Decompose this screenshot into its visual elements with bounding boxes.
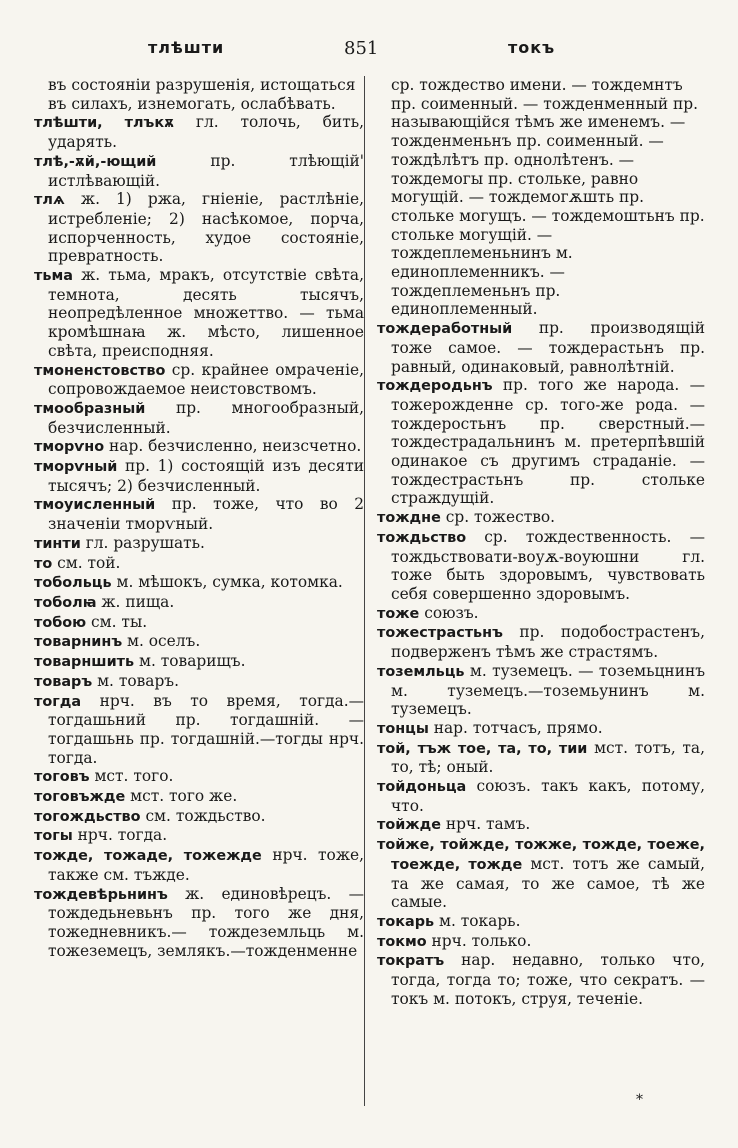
definition: ж. пища. bbox=[96, 592, 175, 611]
definition: м. товарищъ. bbox=[134, 652, 246, 671]
dictionary-entry bbox=[34, 632, 364, 652]
dictionary-entry bbox=[34, 361, 364, 399]
dictionary-entry bbox=[34, 807, 364, 827]
page-header bbox=[36, 38, 696, 64]
dictionary-entry bbox=[377, 835, 705, 912]
headword: тонцы bbox=[377, 720, 429, 737]
dictionary-entry bbox=[377, 951, 705, 1008]
definition: мст. тотъ, та, то, тѣ; оный. bbox=[391, 738, 705, 777]
dictionary-entry bbox=[377, 319, 705, 376]
definition: ср. тождественность. — тождьствовати-воуѫ-воуюшни гл. тоже быть здоровымъ, чувствовать себя совершенно здоровымъ. bbox=[391, 527, 705, 603]
definition: пр. многообразный, безчисленный. bbox=[48, 398, 364, 437]
dictionary-entry bbox=[34, 152, 364, 190]
dictionary-entry bbox=[34, 190, 364, 266]
headword: товаръ bbox=[34, 673, 93, 690]
dictionary-entry bbox=[34, 652, 364, 672]
column-divider bbox=[364, 76, 365, 1106]
definition: ж. 1) ржа, гніеніе, растлѣніе, истребленіе; 2) насѣкомое, порча, испорченность, худое состояніе, превратность. bbox=[48, 190, 364, 266]
dictionary-entry bbox=[377, 815, 705, 835]
dictionary-entry bbox=[34, 399, 364, 437]
headword: тократъ bbox=[377, 953, 445, 970]
dictionary-entry bbox=[34, 266, 364, 361]
headword: тогда bbox=[34, 693, 82, 710]
page-number: 851 bbox=[344, 38, 379, 59]
definition: союзъ. такъ какъ, потому, что. bbox=[391, 777, 705, 815]
headword: тогождьство bbox=[34, 808, 141, 825]
headword: тожестрастьнъ bbox=[377, 625, 503, 642]
definition: мст. тотъ же самый, та же самая, то же самое, тѣ же самые. bbox=[391, 854, 705, 912]
headword: тоговъжде bbox=[34, 789, 126, 806]
dictionary-entry bbox=[377, 508, 705, 528]
definition: союзъ. bbox=[419, 603, 479, 622]
definition: м. оселъ. bbox=[122, 632, 201, 651]
headword: тлѧ bbox=[34, 192, 65, 209]
definition: нар. тотчасъ, прямо. bbox=[428, 718, 603, 737]
headword: тлѣшти, тлъкѫ bbox=[34, 115, 174, 132]
dictionary-entry bbox=[34, 495, 364, 533]
definition: нрч. тамъ. bbox=[441, 815, 531, 834]
running-head-right: токъ bbox=[508, 38, 556, 57]
headword: тьма bbox=[34, 268, 73, 285]
headword: тоболꙗ bbox=[34, 594, 97, 611]
headword: товарншить bbox=[34, 654, 135, 671]
definition: ср. тожество. bbox=[440, 508, 556, 527]
left-column bbox=[34, 76, 364, 960]
headword: тожде, тожаде, тожежде bbox=[34, 848, 262, 865]
definition: мст. того. bbox=[89, 767, 174, 786]
headword: тойдоньца bbox=[377, 779, 467, 796]
dictionary-entry bbox=[34, 846, 364, 884]
definition: пр. тлѣющій' истлѣвающій. bbox=[48, 151, 364, 190]
definition: пр. производящій тоже самое. — тождерастьнъ пр. равный, одинаковый, равнолѣтній. bbox=[391, 319, 705, 376]
dictionary-entry bbox=[377, 777, 705, 815]
dictionary-entry bbox=[377, 912, 705, 932]
dictionary-entry bbox=[34, 672, 364, 692]
headword: тмоуисленный bbox=[34, 497, 156, 514]
dictionary-entry bbox=[377, 932, 705, 952]
entry-continuation: въ состояніи разрушенія, истощаться въ силахъ, изнемогать, ослабѣвать. bbox=[48, 76, 356, 113]
headword: то bbox=[34, 555, 53, 572]
definition: м. туземецъ. — тоземьцнинъ м. туземецъ.—тоземьунинъ м. туземецъ. bbox=[391, 661, 705, 719]
headword: токарь bbox=[377, 913, 435, 930]
definition: нрч. только. bbox=[426, 931, 532, 950]
headword: тморѵно bbox=[34, 439, 105, 456]
dictionary-entry bbox=[34, 613, 364, 633]
headword: тождне bbox=[377, 510, 441, 527]
headword: тмообразный bbox=[34, 400, 146, 417]
dictionary-entry bbox=[377, 376, 705, 508]
definition: ж. тьма, мракъ, отсутствіе свѣта, темнота, десять тысячъ, неопредѣленное множеттво. — тьма кромѣшнаꙗ ж. мѣсто, лишенное свѣта, преисподняя. bbox=[48, 266, 364, 360]
headword: тождеработный bbox=[377, 321, 513, 338]
definition: нар. недавно, только что, тогда, тогда то; тоже, что секратъ. — токъ м. потокъ, струя, теченіе. bbox=[391, 951, 705, 1008]
definition: пр. подобострастенъ, подверженъ тѣмъ же страстямъ. bbox=[391, 623, 705, 662]
dictionary-entry bbox=[34, 554, 364, 574]
headword: тобольць bbox=[34, 575, 112, 592]
definition: мст. того же. bbox=[125, 787, 238, 806]
headword: товарнинъ bbox=[34, 634, 123, 651]
headword: тождеродьнъ bbox=[377, 378, 493, 395]
dictionary-entry bbox=[34, 534, 364, 554]
dictionary-entry bbox=[34, 593, 364, 613]
definition: ср. крайнее омраченіе, сопровождаемое неистовствомъ. bbox=[48, 360, 364, 399]
headword: тинти bbox=[34, 535, 81, 552]
definition: гл. разрушать. bbox=[80, 533, 205, 552]
headword: тождевѣрьнинъ bbox=[34, 886, 168, 903]
definition: см. тождьство. bbox=[140, 806, 266, 825]
headword: тойже, тойжде, тожже, тожде, тоеже, тоежде, тожде bbox=[377, 837, 705, 873]
headword: той, тъж тое, та, то, тии bbox=[377, 740, 588, 757]
definition: нрч. тогда. bbox=[72, 826, 168, 845]
headword: тоже bbox=[377, 605, 420, 622]
definition: см. той. bbox=[52, 553, 121, 572]
headword: тоземльць bbox=[377, 663, 465, 680]
headword: тморѵный bbox=[34, 459, 118, 476]
definition: пр. того же народа. — тожерожденне ср. того-же рода. — тождеростьнъ пр. сверстный.—тождестрадальнинъ м. претерпѣвшій одинакое съ другимъ страданіе. — тождестрастьнъ пр. стольке страждущій. bbox=[391, 376, 705, 508]
headword: тобою bbox=[34, 614, 87, 631]
dictionary-entry bbox=[377, 623, 705, 661]
headword: тлѣ,-ѫй,-ющий bbox=[34, 153, 157, 170]
dictionary-entry bbox=[377, 719, 705, 739]
dictionary-entry bbox=[34, 457, 364, 495]
headword: токмо bbox=[377, 933, 427, 950]
entry-continuation: ср. тождество имени. — тождемнтъ пр. соименный. — тожденменный пр. называющійся тѣмъ же именемъ. — тожденменьнъ пр. соименный. — тождѣлѣтъ пр. однолѣтенъ. — тождемогы пр. стольке, равно могущій. — тождемогѫшть пр. стольке могущъ. — тождемоштьнъ пр. стольке могущій. — тождеплеменьнинъ м. единоплеменникъ. — тождеплеменьнъ пр. единоплеменный. bbox=[391, 76, 705, 319]
dictionary-entry bbox=[34, 787, 364, 807]
headword: тогы bbox=[34, 828, 73, 845]
dictionary-entry bbox=[34, 573, 364, 593]
right-column bbox=[377, 76, 705, 1008]
definition: нрч. тоже, также см. тъжде. bbox=[48, 846, 364, 884]
headword: тождьство bbox=[377, 529, 467, 546]
dictionary-entry bbox=[377, 528, 705, 604]
definition: см. ты. bbox=[86, 612, 148, 631]
definition: м. мѣшокъ, сумка, котомка. bbox=[111, 573, 343, 592]
definition: нрч. въ то время, тогда.—тогдашьний пр. тогдашній. — тогдашьнь пр. тогдашній.—тогды нрч. тогда. bbox=[48, 691, 364, 767]
dictionary-entry bbox=[34, 113, 364, 151]
running-head-left: тлѣшти bbox=[148, 38, 225, 57]
dictionary-entry bbox=[34, 885, 364, 961]
dictionary-entry bbox=[34, 437, 364, 457]
dictionary-entry bbox=[34, 767, 364, 787]
dictionary-entry bbox=[377, 662, 705, 719]
dictionary-entry bbox=[34, 692, 364, 768]
definition: м. токарь. bbox=[434, 911, 521, 930]
headword: тмоненстовство bbox=[34, 362, 166, 379]
definition: ж. единовѣрецъ. — тождедьневьнъ пр. того же дня, тожедневникъ.— тождеземльць м. тожеземецъ, землякъ.—тожденменне bbox=[48, 884, 364, 960]
definition: гл. толочь, бить, ударять. bbox=[48, 113, 364, 152]
footer-mark: * bbox=[636, 1092, 643, 1108]
definition: пр. тоже, что во 2 значеніи тморѵный. bbox=[48, 495, 364, 534]
headword: тоговъ bbox=[34, 769, 90, 786]
dictionary-entry bbox=[34, 826, 364, 846]
headword: тойжде bbox=[377, 817, 442, 834]
definition: м. товаръ. bbox=[92, 671, 179, 690]
definition: пр. 1) состоящій изъ десяти тысячъ; 2) безчисленный. bbox=[48, 457, 364, 495]
dictionary-entry bbox=[377, 604, 705, 624]
definition: нар. безчисленно, неизсчетно. bbox=[104, 437, 362, 456]
dictionary-entry bbox=[377, 739, 705, 777]
